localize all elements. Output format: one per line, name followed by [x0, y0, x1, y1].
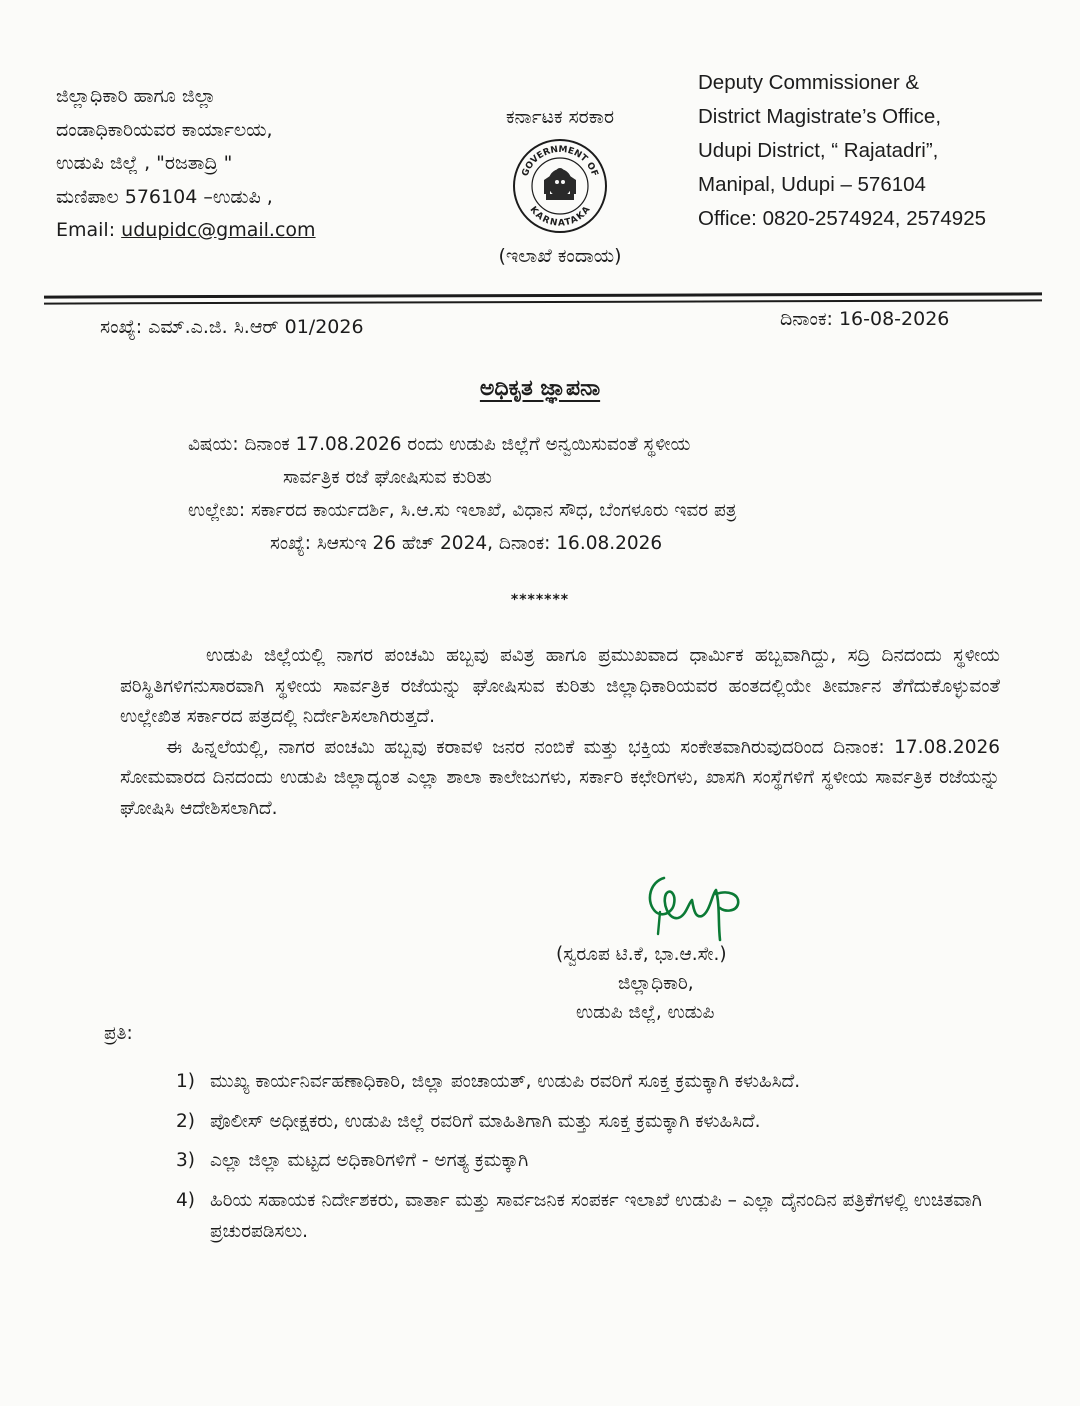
- header-divider: [44, 292, 1042, 298]
- government-name: ಕರ್ನಾಟಕ ಸರಕಾರ: [505, 106, 615, 128]
- signatory-place: ಉಡುಪಿ ಜಿಲ್ಲೆ, ಉಡುಪಿ: [576, 1002, 715, 1023]
- title-text: ಅಧಿಕೃತ ಜ್ಞಾಪನಾ: [479, 376, 601, 401]
- reference-number: ಸಂಖ್ಯೆ: ಎಮ್.ಎ.ಜಿ. ಸಿ.ಆರ್ 01/2026: [100, 316, 364, 338]
- address-line: ಉಡುಪಿ ಜಿಲ್ಲೆ , "ರಜತಾದ್ರಿ ": [56, 152, 233, 174]
- address-line: Manipal, Udupi – 576104: [698, 173, 926, 196]
- list-number: 1): [176, 1071, 195, 1092]
- copy-to-list: [176, 1066, 1016, 1256]
- address-line: Deputy Commissioner &: [698, 71, 920, 94]
- english-address-block: [698, 66, 1068, 236]
- email-line: [56, 214, 436, 248]
- list-item: [176, 1145, 1016, 1177]
- address-line: Udupi District, “ Rajatadri”,: [698, 139, 939, 162]
- header-divider: [44, 299, 1042, 304]
- list-number: 4): [176, 1189, 195, 1211]
- address-line: ದಂಡಾಧಿಕಾರಿಯವರ ಕಾರ್ಯಾಲಯ,: [56, 118, 273, 141]
- list-item: [176, 1185, 1016, 1248]
- list-text: ಎಲ್ಲಾ ಜಿಲ್ಲಾ ಮಟ್ಟದ ಅಧಿಕಾರಿಗಳಿಗೆ - ಅಗತ್ಯ ಕ್ರಮಕ್ಕಾಗಿ: [210, 1150, 529, 1171]
- list-text: ಪೊಲೀಸ್ ಅಧೀಕ್ಷಕರು, ಉಡುಪಿ ಜಿಲ್ಲೆ ರವರಿಗೆ ಮಾಹಿತಿಗಾಗಿ ಮತ್ತು ಸೂಕ್ತ ಕ್ರಮಕ್ಕಾಗಿ ಕಳುಹಿಸಿದೆ.: [210, 1110, 761, 1132]
- list-item: [176, 1066, 1016, 1098]
- subject-block: [188, 428, 1008, 560]
- kannada-address-block: [56, 80, 436, 248]
- emblem-top-text: GOVERNMENT OF: [520, 144, 600, 178]
- subject-line: ವಿಷಯ: ದಿನಾಂಕ 17.08.2026 ರಂದು ಉಡುಪಿ ಜಿಲ್ಲೆಗೆ ಅನ್ವಯಿಸುವಂತೆ ಸ್ಥಳೀಯ: [188, 434, 691, 455]
- body-text: [120, 641, 1000, 824]
- address-line: ಮಣಿಪಾಲ 576104 –ಉಡುಪಿ ,: [56, 185, 273, 208]
- email-label: Email:: [56, 219, 116, 241]
- address-line: District Magistrate’s Office,: [698, 105, 942, 128]
- list-number: 2): [176, 1110, 195, 1132]
- document-date: ದಿನಾಂಕ: 16-08-2026: [780, 308, 950, 330]
- list-text: ಮುಖ್ಯ ಕಾರ್ಯನಿರ್ವಹಣಾಧಿಕಾರಿ, ಜಿಲ್ಲಾ ಪಂಚಾಯತ್, ಉಡುಪಿ ರವರಿಗೆ ಸೂಕ್ತ ಕ್ರಮಕ್ಕಾಗಿ ಕಳುಹಿಸಿದೆ.: [210, 1071, 801, 1092]
- address-line: ಜಿಲ್ಲಾಧಿಕಾರಿ ಹಾಗೂ ಜಿಲ್ಲಾ: [56, 85, 217, 107]
- subject-line: ಸಾರ್ವತ್ರಿಕ ರಜೆ ಘೋಷಿಸುವ ಕುರಿತು: [283, 467, 492, 488]
- office-phone: Office: 0820-2574924, 2574925: [698, 207, 987, 230]
- paragraph: ಉಡುಪಿ ಜಿಲ್ಲೆಯಲ್ಲಿ ನಾಗರ ಪಂಚಮಿ ಹಬ್ಬವು ಪವಿತ್ರ ಹಾಗೂ ಪ್ರಮುಖವಾದ ಧಾರ್ಮಿಕ ಹಬ್ಬವಾಗಿದ್ದು, ಸದ್ರಿ ದಿನದಂದು ಸ್ಥಳೀಯ ಪರಿಸ್ಥಿತಿಗಳಿಗನುಸಾರವಾಗಿ ಸ್ಥಳೀಯ ಸಾರ್ವತ್ರಿಕ ರಜೆಯನ್ನು ಘೋಷಿಸುವ ಕುರಿತು ಜಿಲ್ಲಾಧಿಕಾರಿಯವರ ಹಂತದಲ್ಲಿಯೇ ತೀರ್ಮಾನ ತೆಗೆದುಕೊಳ್ಳುವಂತೆ ಉಲ್ಲೇಖಿತ ಸರ್ಕಾರದ ಪತ್ರದಲ್ಲಿ ನಿರ್ದೇಶಿಸಲಾಗಿರುತ್ತದೆ.: [120, 645, 1000, 727]
- department-name: (ಇಲಾಖೆ ಕಂದಾಯ): [498, 245, 622, 267]
- section-separator: *******: [510, 592, 570, 608]
- reference-line: ಉಲ್ಲೇಖ: ಸರ್ಕಾರದ ಕಾರ್ಯದರ್ಶಿ, ಸಿ.ಆ.ಸು ಇಲಾಖೆ, ವಿಧಾನ ಸೌಧ, ಬೆಂಗಳೂರು ಇವರ ಪತ್ರ: [188, 500, 737, 521]
- email-link[interactable]: udupidc@gmail.com: [121, 219, 316, 241]
- karnataka-emblem-icon: [510, 136, 610, 236]
- signature-icon: [620, 860, 780, 950]
- reference-line: ಸಂಖ್ಯೆ: ಸಿಆಸುಇ 26 ಹೆಚ್ 2024, ದಿನಾಂಕ: 16.08.2026: [270, 533, 663, 554]
- document-title: [0, 376, 1080, 401]
- signatory-name: (ಸ್ವರೂಪ ಟಿ.ಕೆ, ಭಾ.ಆ.ಸೇ.): [556, 944, 727, 965]
- list-item: [176, 1106, 1016, 1138]
- copy-to-label: ಪ್ರತಿ:: [104, 1023, 133, 1044]
- signatory-block: [556, 940, 816, 1027]
- government-header: [450, 104, 670, 270]
- list-text: ಹಿರಿಯ ಸಹಾಯಕ ನಿರ್ದೇಶಕರು, ವಾರ್ತಾ ಮತ್ತು ಸಾರ್ವಜನಿಕ ಸಂಪರ್ಕ ಇಲಾಖೆ ಉಡುಪಿ – ಎಲ್ಲಾ ದೈನಂದಿನ ಪತ್ರಿಕೆಗಳಲ್ಲಿ ಉಚಿತವಾಗಿ ಪ್ರಚುರಪಡಿಸಲು.: [210, 1189, 982, 1242]
- emblem-bottom-text: KARNATAKA: [527, 204, 593, 229]
- paragraph: ಈ ಹಿನ್ನಲೆಯಲ್ಲಿ, ನಾಗರ ಪಂಚಮಿ ಹಬ್ಬವು ಕರಾವಳಿ ಜನರ ನಂಬಿಕೆ ಮತ್ತು ಭಕ್ತಿಯ ಸಂಕೇತವಾಗಿರುವುದರಿಂದ ದಿನಾಂಕ: 17.08.2026 ಸೋಮವಾರದ ದಿನದಂದು ಉಡುಪಿ ಜಿಲ್ಲಾದ್ಯಂತ ಎಲ್ಲಾ ಶಾಲಾ ಕಾಲೇಜುಗಳು, ಸರ್ಕಾರಿ ಕಛೇರಿಗಳು, ಖಾಸಗಿ ಸಂಸ್ಥೆಗಳಿಗೆ ಸ್ಥಳೀಯ ಸಾರ್ವತ್ರಿಕ ರಜೆಯನ್ನು ಘೋಷಿಸಿ ಆದೇಶಿಸಲಾಗಿದೆ.: [120, 736, 1000, 819]
- list-number: 3): [176, 1150, 195, 1171]
- signatory-designation: ಜಿಲ್ಲಾಧಿಕಾರಿ,: [618, 973, 694, 994]
